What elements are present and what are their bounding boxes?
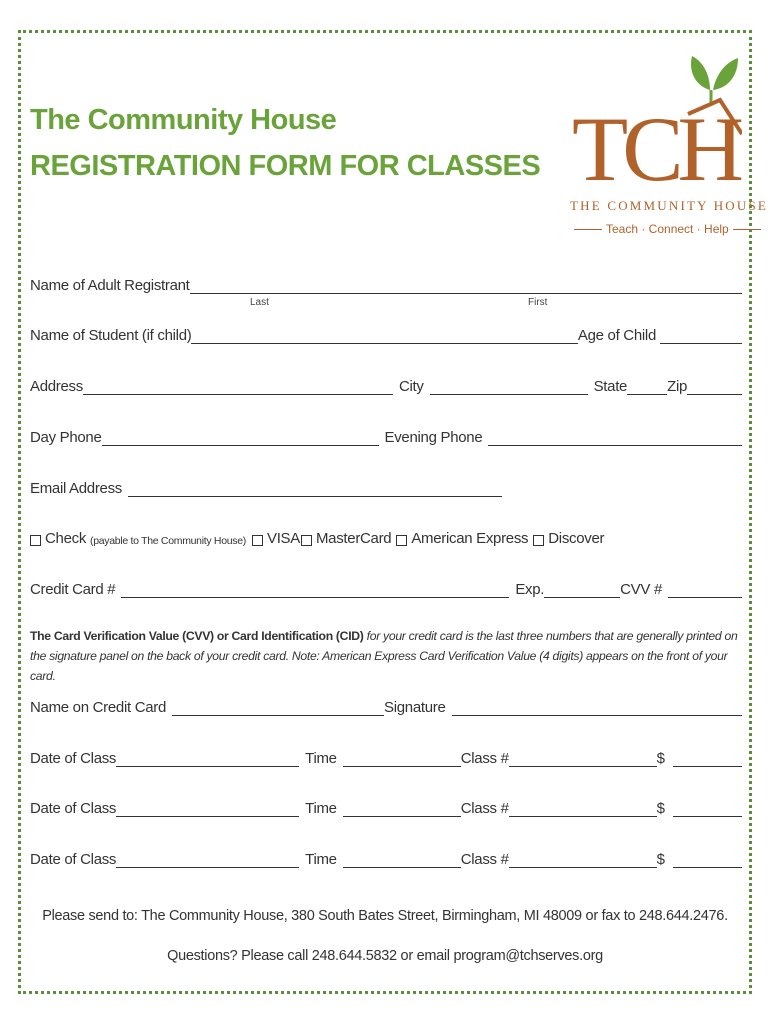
- date-of-class-field[interactable]: [116, 750, 299, 767]
- student-name-field[interactable]: [191, 327, 577, 344]
- send-to-text: Please send to: The Community House, 380 South Bates Street, Birmingham, MI 48009 or fax to 248.644.2476.: [42, 908, 728, 924]
- adult-registrant-row: [30, 274, 742, 294]
- city-field[interactable]: [430, 378, 588, 395]
- email-field[interactable]: [128, 480, 502, 497]
- class-number-field[interactable]: [509, 851, 657, 868]
- cc-label: Credit Card #: [30, 581, 116, 598]
- logo-name: THE COMMUNITY HOUSE: [570, 198, 769, 213]
- class-number-label: Class #: [460, 750, 509, 767]
- logo-tagline: Teach · Connect · Help: [570, 222, 740, 236]
- name-on-card-label: Name on Credit Card: [30, 699, 167, 716]
- phone-row: [30, 426, 742, 446]
- signature-field[interactable]: [452, 699, 742, 716]
- student-row: [30, 324, 742, 344]
- student-label: Name of Student (if child): [30, 327, 192, 344]
- class-number-label: Class #: [460, 851, 509, 868]
- date-of-class-label: Date of Class: [30, 800, 117, 817]
- date-of-class-label: Date of Class: [30, 750, 117, 767]
- cvv-note: [30, 626, 742, 686]
- visa-checkbox[interactable]: [252, 535, 263, 546]
- first-sublabel: First: [528, 297, 548, 308]
- evening-phone-label: Evening Phone: [384, 429, 483, 446]
- questions-text: Questions? Please call 248.644.5832 or email program@tchserves.org: [167, 948, 603, 964]
- class-row: [30, 747, 742, 767]
- date-of-class-field[interactable]: [116, 851, 299, 868]
- class-number-field[interactable]: [509, 800, 657, 817]
- logo-letters: TCH: [572, 98, 738, 200]
- amex-checkbox[interactable]: [396, 535, 407, 546]
- mastercard-checkbox[interactable]: [301, 535, 312, 546]
- amount-field[interactable]: [673, 800, 742, 817]
- class-number-label: Class #: [460, 800, 509, 817]
- time-label: Time: [305, 851, 337, 868]
- check-label: Check: [45, 530, 87, 547]
- cvv-note-text: for your credit card is the last three numbers that are generally printed on the signature panel on the back of your credit card. Note: American Express Card Verification Value (4 digits) appears on the front of your card.: [30, 629, 738, 683]
- address-row: [30, 375, 742, 395]
- amex-label: American Express: [411, 530, 529, 547]
- discover-checkbox[interactable]: [533, 535, 544, 546]
- cvv-label: CVV #: [620, 581, 662, 598]
- form-title: REGISTRATION FORM FOR CLASSES: [30, 150, 541, 182]
- time-field[interactable]: [343, 750, 461, 767]
- dollar-label: $: [656, 750, 665, 767]
- class-row: [30, 797, 742, 817]
- date-of-class-label: Date of Class: [30, 851, 117, 868]
- dollar-label: $: [656, 851, 665, 868]
- zip-label: Zip: [667, 378, 688, 395]
- zip-field[interactable]: [687, 378, 742, 395]
- email-label: Email Address: [30, 480, 122, 497]
- leaf-right-icon: [713, 58, 738, 90]
- cvv-field[interactable]: [668, 581, 742, 598]
- dollar-label: $: [656, 800, 665, 817]
- class-number-field[interactable]: [509, 750, 657, 767]
- adult-registrant-label: Name of Adult Registrant: [30, 277, 190, 294]
- visa-label: VISA: [266, 530, 300, 547]
- discover-label: Discover: [548, 530, 605, 547]
- email-row: [30, 477, 742, 497]
- payment-row: [30, 527, 742, 547]
- cvv-note-bold: The Card Verification Value (CVV) or Card Identification (CID): [30, 629, 364, 643]
- time-label: Time: [305, 800, 337, 817]
- age-field[interactable]: [660, 327, 742, 344]
- time-label: Time: [305, 750, 337, 767]
- cc-number-field[interactable]: [121, 581, 509, 598]
- name-on-card-field[interactable]: [172, 699, 384, 716]
- address-label: Address: [30, 378, 83, 395]
- day-phone-label: Day Phone: [30, 429, 102, 446]
- class-row: [30, 848, 742, 868]
- org-title: The Community House: [30, 104, 337, 136]
- date-of-class-field[interactable]: [116, 800, 299, 817]
- day-phone-field[interactable]: [102, 429, 379, 446]
- credit-card-row: [30, 578, 742, 598]
- check-checkbox[interactable]: [30, 535, 41, 546]
- exp-field[interactable]: [544, 581, 620, 598]
- check-note: (payable to The Community House): [90, 535, 246, 547]
- age-label: Age of Child: [577, 327, 656, 344]
- time-field[interactable]: [343, 800, 461, 817]
- address-field[interactable]: [83, 378, 393, 395]
- signature-label: Signature: [384, 699, 446, 716]
- mastercard-label: MasterCard: [315, 530, 392, 547]
- state-field[interactable]: [627, 378, 667, 395]
- time-field[interactable]: [343, 851, 461, 868]
- state-label: State: [593, 378, 628, 395]
- exp-label: Exp.: [515, 581, 545, 598]
- evening-phone-field[interactable]: [488, 429, 742, 446]
- amount-field[interactable]: [673, 851, 742, 868]
- tch-logo: [570, 48, 769, 248]
- amount-field[interactable]: [673, 750, 742, 767]
- last-sublabel: Last: [250, 297, 269, 308]
- card-name-row: [30, 696, 742, 716]
- city-label: City: [398, 378, 424, 395]
- adult-registrant-field[interactable]: [190, 277, 742, 294]
- leaf-left-icon: [691, 56, 710, 90]
